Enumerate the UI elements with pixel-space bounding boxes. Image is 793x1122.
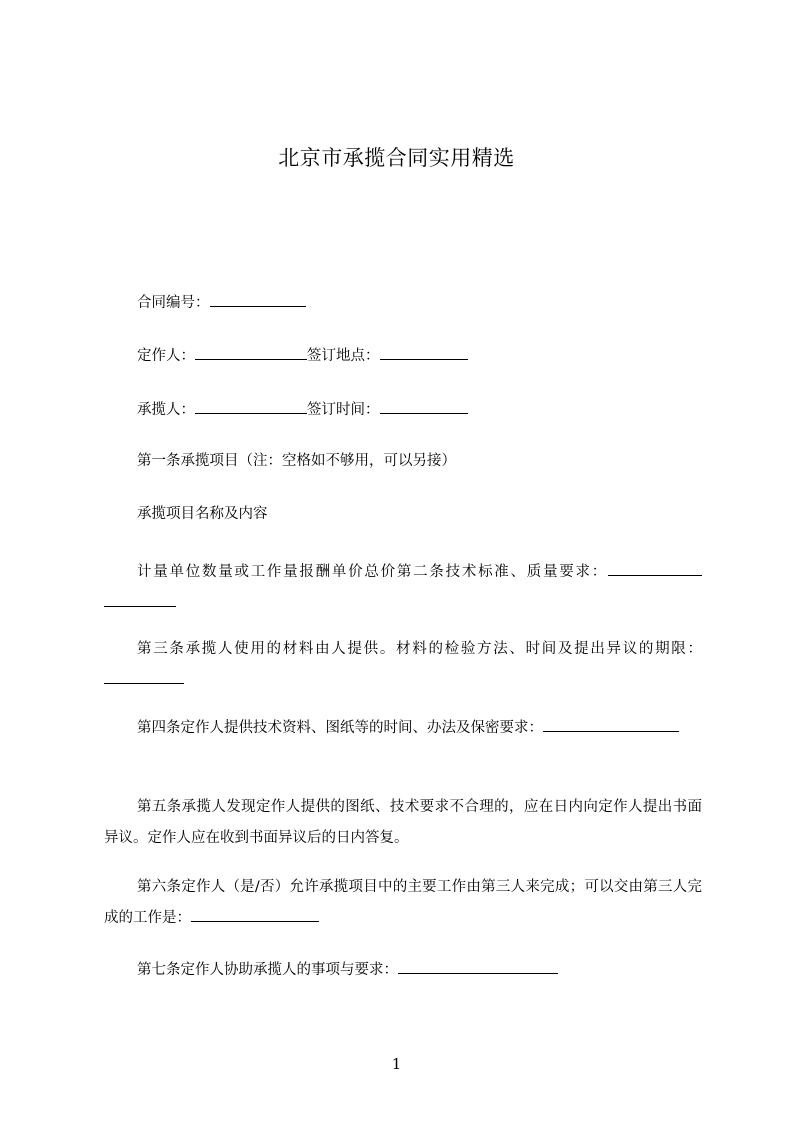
contractor-blank[interactable] [195,398,307,414]
article-6 [104,872,702,934]
article-7-blank[interactable] [398,958,558,974]
client-line [137,344,468,366]
article-4-text: 第四条定作人提供技术资料、图纸等的时间、办法及保密要求： [137,720,543,736]
article-4-blank-b[interactable] [655,716,679,732]
article-2-blank-b[interactable] [104,591,176,607]
document-title: 北京市承揽合同实用精选 [278,146,515,170]
article-3-blank[interactable] [104,668,184,684]
item-name-line: 承揽项目名称及内容 [137,506,268,522]
contract-number-label: 合同编号： [137,295,210,311]
article-4-blank-a[interactable] [543,716,655,732]
client-blank[interactable] [195,344,307,360]
article-7 [137,958,558,980]
article-6-text: 第六条定作人（是/否）允许承揽项目中的主要工作由第三人来完成；可以交由第三人完成的工作是： [104,879,702,926]
contract-number-line [137,291,306,313]
article-2-blank-a[interactable] [608,560,702,576]
article-4 [104,713,702,744]
article-3 [104,634,702,696]
signing-time-blank[interactable] [380,398,468,414]
client-label: 定作人： [137,348,195,364]
contractor-line [137,398,468,420]
article-7-text: 第七条定作人协助承揽人的事项与要求： [137,962,398,978]
article-5: 第五条承揽人发现定作人提供的图纸、技术要求不合理的，应在日内向定作人提出书面异议。定作人应在收到书面异议后的日内答复。 [104,799,702,846]
signing-place-blank[interactable] [380,344,468,360]
article-2 [104,557,702,619]
article-1: 第一条承揽项目（注：空格如不够用，可以另接） [137,453,456,469]
page-number: 1 [391,1055,402,1073]
article-6-blank[interactable] [191,906,319,922]
article-3-text: 第三条承揽人使用的材料由人提供。材料的检验方法、时间及提出异议的期限： [137,641,702,657]
signing-place-label: 签订地点： [307,348,380,364]
contractor-label: 承揽人： [137,402,195,418]
contract-number-blank[interactable] [210,291,306,307]
signing-time-label: 签订时间： [307,402,380,418]
article-2-text: 计量单位数量或工作量报酬单价总价第二条技术标准、质量要求： [137,564,608,580]
